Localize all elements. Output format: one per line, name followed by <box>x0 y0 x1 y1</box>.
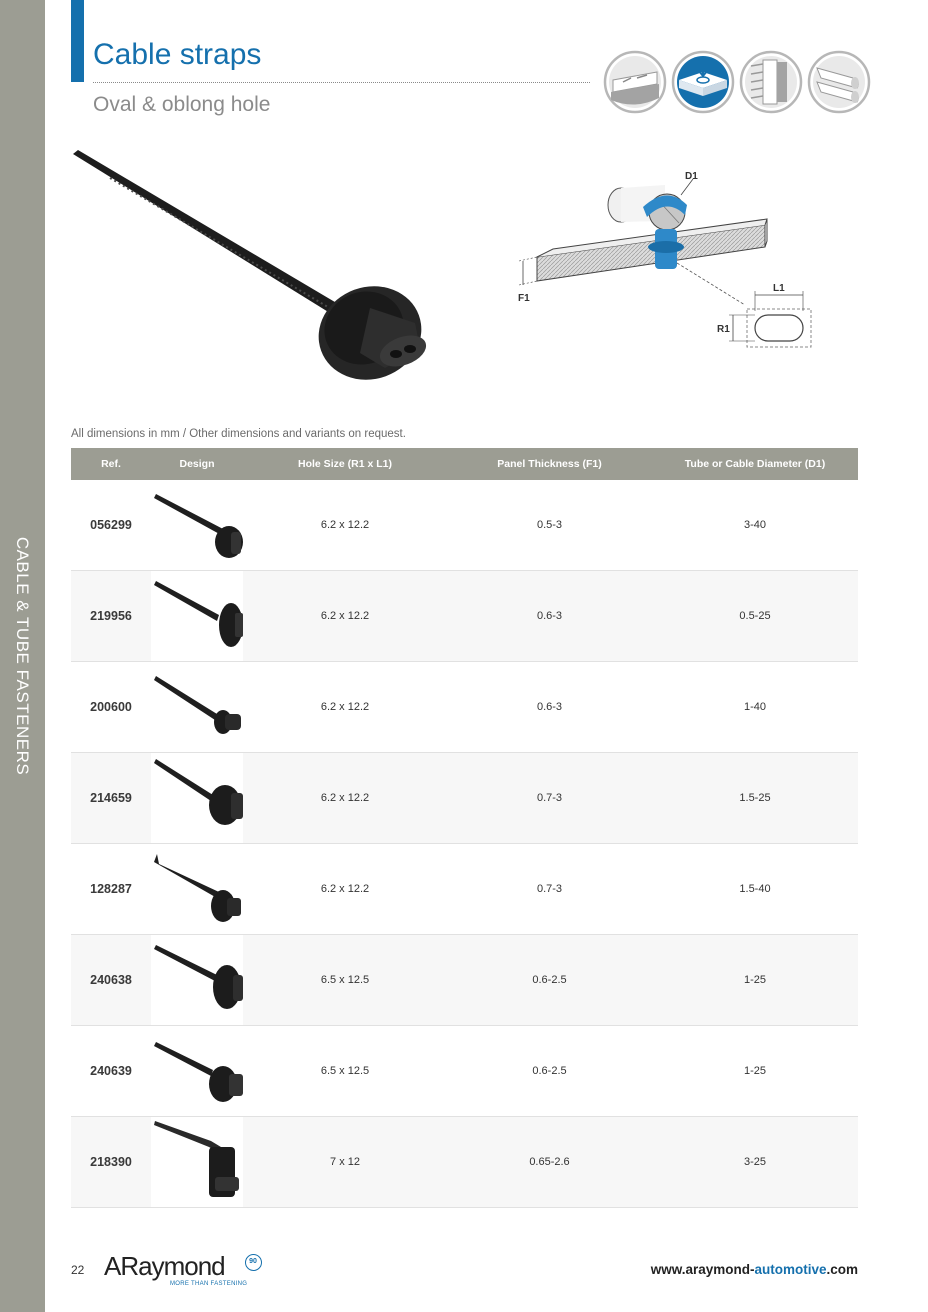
edge-clip-icon <box>741 52 801 112</box>
diameter-cell: 1-40 <box>652 662 858 753</box>
table-row <box>71 662 858 753</box>
diameter-cell: 1-25 <box>652 1026 858 1117</box>
ref-cell: 056299 <box>71 480 151 571</box>
logo-badge-text: 90 <box>249 1258 257 1265</box>
page-title: Cable straps <box>93 38 262 71</box>
strap-thumbnail <box>151 1026 243 1116</box>
hole-size-cell: 7 x 12 <box>243 1117 447 1208</box>
tube-fixing-icon <box>809 52 869 112</box>
strap-thumbnail <box>151 844 243 934</box>
url-highlight: automotive <box>754 1262 827 1277</box>
strap-thumbnail <box>151 480 243 570</box>
sidebar-section-label: CABLE & TUBE FASTENERS <box>13 536 32 776</box>
sidebar-strip <box>0 0 45 1312</box>
panel-thickness-cell: 0.7-3 <box>447 753 652 844</box>
strap-thumbnail <box>151 1117 243 1207</box>
title-accent-bar <box>71 0 84 82</box>
ref-cell: 128287 <box>71 844 151 935</box>
dimensions-note: All dimensions in mm / Other dimensions and variants on request. <box>71 428 406 440</box>
website-url[interactable] <box>651 1262 858 1277</box>
header-ref: Ref. <box>71 448 151 480</box>
strap-thumbnail <box>151 662 243 752</box>
ref-cell: 240639 <box>71 1026 151 1117</box>
design-cell <box>151 571 243 662</box>
logo-tagline: MORE THAN FASTENING <box>170 1281 248 1287</box>
hole-size-cell: 6.5 x 12.5 <box>243 1026 447 1117</box>
ref-cell: 240638 <box>71 935 151 1026</box>
panel-thickness-cell: 0.65-2.6 <box>447 1117 652 1208</box>
hole-size-cell: 6.2 x 12.2 <box>243 571 447 662</box>
strap-thumbnail <box>151 753 243 843</box>
r1-label: R1 <box>717 324 730 335</box>
design-cell <box>151 753 243 844</box>
diameter-cell: 3-40 <box>652 480 858 571</box>
table-row <box>71 480 858 571</box>
table-row <box>71 1117 858 1208</box>
f1-label: F1 <box>518 293 530 304</box>
panel-thickness-cell: 0.7-3 <box>447 844 652 935</box>
strap-thumbnail <box>151 935 243 1025</box>
design-cell <box>151 1117 243 1208</box>
design-cell <box>151 480 243 571</box>
product-image <box>70 148 440 393</box>
table-row <box>71 844 858 935</box>
araymond-logo <box>104 1251 257 1287</box>
ref-cell: 200600 <box>71 662 151 753</box>
design-cell <box>151 844 243 935</box>
hole-size-cell: 6.2 x 12.2 <box>243 662 447 753</box>
strap-thumbnail <box>151 571 243 661</box>
page-number: 22 <box>71 1263 85 1277</box>
logo-badge-icon <box>245 1254 262 1271</box>
table-header-row <box>71 448 858 480</box>
diameter-cell: 0.5-25 <box>652 571 858 662</box>
header-hole-size: Hole Size (R1 x L1) <box>243 448 447 480</box>
hole-size-cell: 6.5 x 12.5 <box>243 935 447 1026</box>
hole-size-cell: 6.2 x 12.2 <box>243 844 447 935</box>
diameter-cell: 1-25 <box>652 935 858 1026</box>
application-icons <box>603 50 873 121</box>
hole-fixing-icon <box>673 52 733 112</box>
ref-cell: 218390 <box>71 1117 151 1208</box>
diameter-cell: 1.5-40 <box>652 844 858 935</box>
spec-table <box>71 448 858 1208</box>
hole-size-cell: 6.2 x 12.2 <box>243 480 447 571</box>
header-diameter: Tube or Cable Diameter (D1) <box>652 448 858 480</box>
design-cell <box>151 935 243 1026</box>
diameter-cell: 1.5-25 <box>652 753 858 844</box>
url-suffix: .com <box>826 1262 858 1277</box>
panel-thickness-cell: 0.6-3 <box>447 662 652 753</box>
d1-label: D1 <box>685 171 698 182</box>
design-cell <box>151 662 243 753</box>
panel-thickness-cell: 0.6-2.5 <box>447 935 652 1026</box>
panel-mount-icon <box>605 52 665 112</box>
panel-thickness-cell: 0.5-3 <box>447 480 652 571</box>
dimension-diagram <box>515 165 815 370</box>
page-subtitle: Oval & oblong hole <box>93 93 271 116</box>
table-row <box>71 1026 858 1117</box>
title-divider <box>93 82 590 83</box>
header-design: Design <box>151 448 243 480</box>
ref-cell: 219956 <box>71 571 151 662</box>
table-row <box>71 571 858 662</box>
panel-thickness-cell: 0.6-2.5 <box>447 1026 652 1117</box>
url-prefix: www.araymond- <box>650 1262 755 1277</box>
l1-label: L1 <box>773 283 785 294</box>
diameter-cell: 3-25 <box>652 1117 858 1208</box>
table-row <box>71 935 858 1026</box>
table-row <box>71 753 858 844</box>
logo-wordmark: ARaymond <box>104 1251 225 1281</box>
design-cell <box>151 1026 243 1117</box>
panel-thickness-cell: 0.6-3 <box>447 571 652 662</box>
ref-cell: 214659 <box>71 753 151 844</box>
header-panel-thickness: Panel Thickness (F1) <box>447 448 652 480</box>
hole-size-cell: 6.2 x 12.2 <box>243 753 447 844</box>
